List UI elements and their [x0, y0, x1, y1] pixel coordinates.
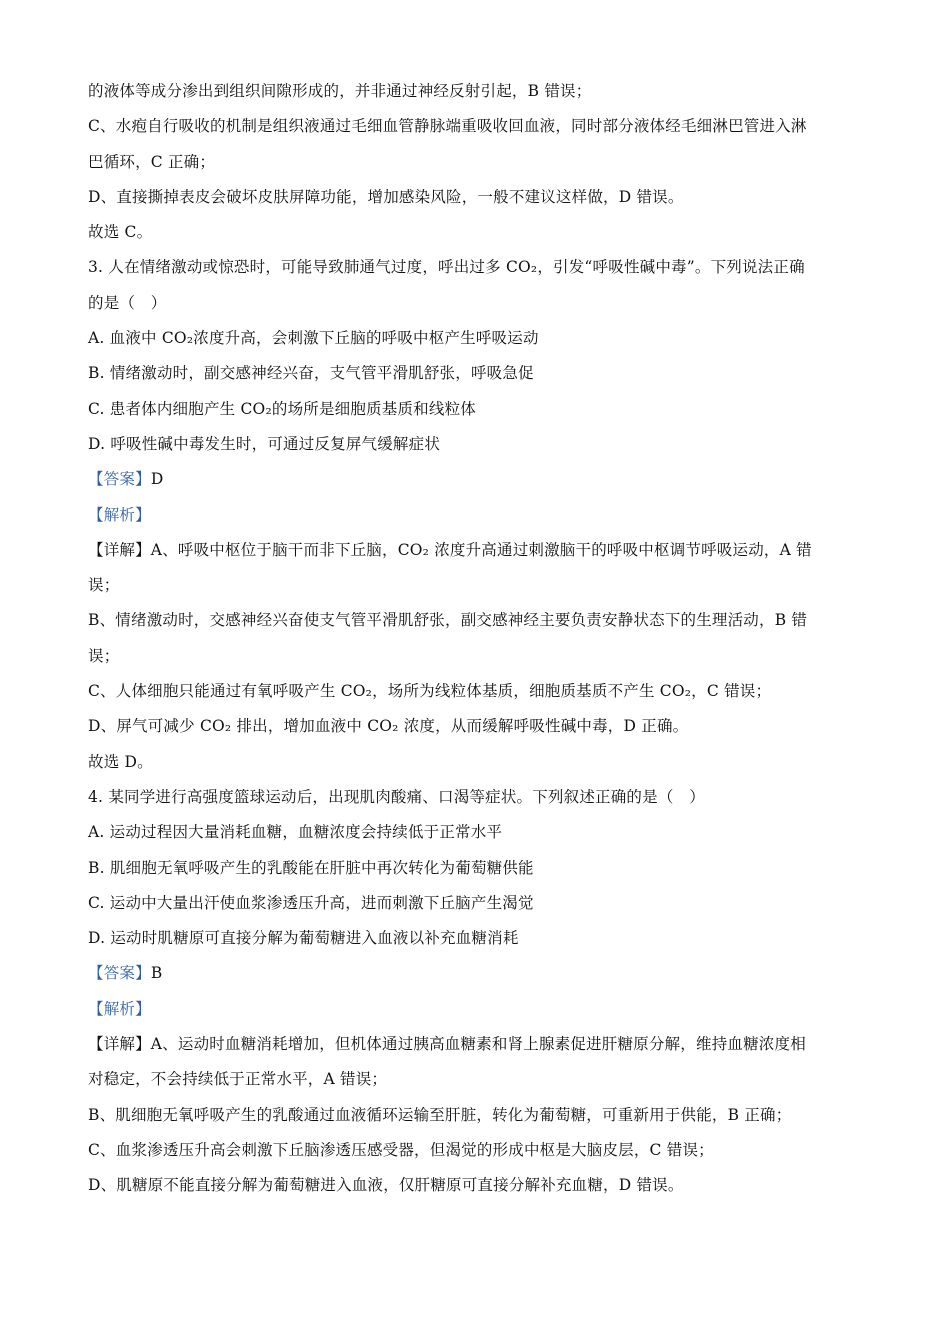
q4-detail-a-line1: 【详解】A、运动时血糖消耗增加，但机体通过胰高血糖素和肾上腺素促进肝糖原分解，维持血糖浓度相: [88, 1035, 806, 1054]
q3-answer-value: D: [150, 470, 164, 489]
q3-detail-c: C、人体细胞只能通过有氧呼吸产生 CO₂，场所为线粒体基质，细胞质基质不产生 CO₂，C 错误；: [88, 682, 772, 701]
q4-answer-tag: 【答案】: [88, 964, 151, 983]
q2-conclusion: 故选 C。: [88, 223, 153, 242]
q3-detail-d: D、屏气可减少 CO₂ 排出，增加血液中 CO₂ 浓度，从而缓解呼吸性碱中毒，D 正确。: [88, 717, 689, 736]
q2-option-b-tail: 的液体等成分渗出到组织间隙形成的，并非通过神经反射引起，B 错误；: [88, 82, 592, 100]
q4-answer-value: B: [150, 964, 163, 983]
q4-option-d: D. 运动时肌糖原可直接分解为葡萄糖进入血液以补充血糖消耗: [88, 929, 519, 948]
q4-option-b: B. 肌细胞无氧呼吸产生的乳酸能在肝脏中再次转化为葡萄糖供能: [88, 858, 534, 877]
q4-analysis-tag: 【解析】: [88, 999, 151, 1018]
q4-answer: [88, 956, 868, 991]
q4-stem: 4. 某同学进行高强度篮球运动后，出现肌肉酸痛、口渴等症状。下列叙述正确的是（ ）: [88, 787, 705, 806]
q3-option-d: D. 呼吸性碱中毒发生时，可通过反复屏气缓解症状: [88, 434, 441, 453]
q3-option-b: B. 情绪激动时，副交感神经兴奋，支气管平滑肌舒张，呼吸急促: [88, 364, 534, 383]
q3-stem-line2: 的是（ ）: [88, 293, 167, 312]
q3-detail-a-line2: 误；: [88, 576, 120, 595]
q3-answer-tag: 【答案】: [88, 470, 151, 489]
q3-option-a: A. 血液中 CO₂浓度升高，会刺激下丘脑的呼吸中枢产生呼吸运动: [88, 329, 539, 348]
q3-analysis-tag: 【解析】: [88, 505, 151, 524]
q4-detail-b: B、肌细胞无氧呼吸产生的乳酸通过血液循环运输至肝脏，转化为葡萄糖，可重新用于供能，B 正确；: [88, 1105, 792, 1124]
q2-explanation-c-line1: C、水疱自行吸收的机制是组织液通过毛细血管静脉端重吸收回血液，同时部分液体经毛细淋巴管进入淋: [88, 117, 807, 136]
q4-option-a: A. 运动过程因大量消耗血糖，血糖浓度会持续低于正常水平: [88, 823, 503, 842]
q3-detail-b-line1: B、情绪激动时，交感神经兴奋使支气管平滑肌舒张，副交感神经主要负责安静状态下的生理活动，B 错: [88, 611, 808, 630]
q2-explanation-c-line2: 巴循环，C 正确；: [88, 152, 216, 171]
q3-answer: [88, 462, 868, 497]
q4-detail-d: D、肌糖原不能直接分解为葡萄糖进入血液，仅肝糖原可直接分解补充血糖，D 错误。: [88, 1176, 684, 1195]
document-page: [88, 74, 868, 1204]
q4-detail-c: C、血浆渗透压升高会刺激下丘脑渗透压感受器，但渴觉的形成中枢是大脑皮层，C 错误；: [88, 1140, 714, 1159]
q3-stem-line1: 3. 人在情绪激动或惊恐时，可能导致肺通气过度，呼出过多 CO₂，引发“呼吸性碱中毒”。下列说法正确: [88, 258, 805, 277]
q3-conclusion: 故选 D。: [88, 752, 153, 771]
q3-option-c: C. 患者体内细胞产生 CO₂的场所是细胞质基质和线粒体: [88, 399, 476, 418]
q2-explanation-d: D、直接撕掉表皮会破坏皮肤屏障功能，增加感染风险，一般不建议这样做，D 错误。: [88, 187, 684, 206]
q3-detail-b-line2: 误；: [88, 646, 120, 665]
q3-detail-a-line1: 【详解】A、呼吸中枢位于脑干而非下丘脑，CO₂ 浓度升高通过刺激脑干的呼吸中枢调节呼吸运动，A 错: [88, 540, 812, 559]
q4-detail-a-line2: 对稳定，不会持续低于正常水平，A 错误；: [88, 1070, 388, 1089]
q4-option-c: C. 运动中大量出汗使血浆渗透压升高，进而刺激下丘脑产生渴觉: [88, 893, 534, 912]
